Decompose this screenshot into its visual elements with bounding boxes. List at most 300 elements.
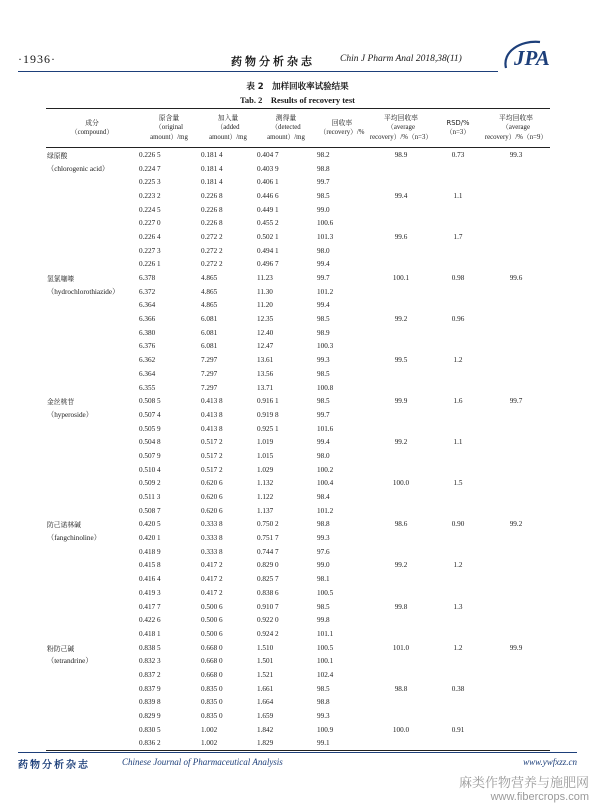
- cell-recovery: 99.4: [317, 301, 330, 310]
- cell-rsd: [434, 572, 482, 586]
- cell-compound: 金丝桃苷: [47, 398, 75, 407]
- table-row: [46, 600, 550, 614]
- cell-average-recovery-n3: [368, 203, 434, 217]
- cell-compound: [46, 490, 138, 504]
- cell-original-amount: 6.355: [139, 383, 156, 392]
- cell-added-amount: 0.500 6: [201, 602, 223, 611]
- cell-rsd: 0.96: [451, 315, 465, 324]
- cell-original-amount: 0.837 2: [139, 670, 161, 679]
- cell-average-recovery-n3: [368, 572, 434, 586]
- cell-detected-amount: 1.510: [257, 643, 274, 652]
- cell-added-amount: 0.517 2: [201, 465, 223, 474]
- cell-compound: [46, 463, 138, 477]
- cell-rsd: [434, 244, 482, 258]
- cell-original-amount: 0.509 2: [139, 479, 161, 488]
- cell-average-recovery-n3: 100.0: [392, 725, 410, 734]
- watermark-url: www.fibercrops.com: [490, 791, 589, 803]
- cell-added-amount: 0.181 4: [201, 178, 223, 187]
- cell-compound: [46, 367, 138, 381]
- cell-average-recovery-n3: 99.2: [394, 438, 408, 447]
- cell-average-recovery-n9: 99.7: [509, 397, 523, 406]
- header-detected-amount: 测得量 （detected amount）/mg: [267, 114, 305, 141]
- cell-recovery: 98.5: [317, 369, 330, 378]
- cell-rsd: [434, 463, 482, 477]
- cell-recovery: 98.0: [317, 246, 330, 255]
- cell-original-amount: 0.226 4: [139, 232, 161, 241]
- cell-average-recovery-n3: [368, 463, 434, 477]
- jpa-logo-icon: [500, 38, 572, 74]
- cell-added-amount: 0.620 6: [201, 493, 223, 502]
- cell-detected-amount: 0.825 7: [257, 575, 279, 584]
- cell-original-amount: 0.507 4: [139, 410, 161, 419]
- cell-recovery: 101.2: [317, 287, 334, 296]
- table-row: [46, 175, 550, 189]
- cell-compound: [46, 340, 138, 354]
- cell-recovery: 98.2: [317, 150, 330, 159]
- cell-added-amount: 0.413 8: [201, 397, 223, 406]
- cell-rsd: 1.7: [453, 232, 463, 241]
- cell-rsd: [434, 326, 482, 340]
- table-row: [46, 696, 550, 710]
- cell-compound: [46, 627, 138, 641]
- cell-compound: [46, 709, 138, 723]
- cell-detected-amount: 12.40: [257, 328, 274, 337]
- cell-average-recovery-n9: [482, 709, 550, 723]
- cell-compound: [46, 586, 138, 600]
- cell-rsd: 1.2: [453, 356, 463, 365]
- table-row: [46, 490, 550, 504]
- cell-detected-amount: 1.501: [257, 657, 274, 666]
- cell-average-recovery-n3: 98.9: [394, 150, 408, 159]
- cell-added-amount: 0.620 6: [201, 479, 223, 488]
- cell-detected-amount: 11.20: [257, 301, 273, 310]
- cell-detected-amount: 0.916 1: [257, 397, 279, 406]
- cell-detected-amount: 11.23: [257, 274, 273, 283]
- cell-rsd: [434, 737, 482, 751]
- cell-added-amount: 0.500 6: [201, 629, 223, 638]
- cell-detected-amount: 0.502 1: [257, 232, 279, 241]
- cell-rsd: 1.6: [453, 397, 463, 406]
- cell-average-recovery-n3: 99.2: [394, 561, 408, 570]
- cell-average-recovery-n9: [482, 312, 550, 326]
- cell-average-recovery-n3: 98.6: [394, 520, 408, 529]
- cell-compound: [46, 572, 138, 586]
- cell-average-recovery-n9: [482, 381, 550, 395]
- table-row: [46, 504, 550, 518]
- cell-compound: （chlorogenic acid）: [47, 164, 110, 173]
- cell-added-amount: 0.272 2: [201, 260, 223, 269]
- cell-rsd: 0.73: [451, 150, 465, 159]
- header-average-recovery-n3: 平均回收率 （average recovery）/%（n=3）: [369, 114, 433, 141]
- cell-rsd: [434, 654, 482, 668]
- cell-average-recovery-n9: [482, 696, 550, 710]
- cell-average-recovery-n3: [368, 408, 434, 422]
- cell-recovery: 100.2: [317, 465, 334, 474]
- footer-journal-cn: 药物分析杂志: [18, 760, 90, 771]
- cell-average-recovery-n9: [482, 737, 550, 751]
- cell-detected-amount: 0.838 6: [257, 588, 279, 597]
- cell-compound: [46, 668, 138, 682]
- cell-original-amount: 0.226 1: [139, 260, 161, 269]
- cell-compound: [46, 504, 138, 518]
- table-row: [46, 162, 550, 176]
- table-row: [46, 299, 550, 313]
- cell-average-recovery-n3: 99.9: [394, 397, 408, 406]
- cell-original-amount: 6.364: [139, 369, 156, 378]
- cell-original-amount: 6.362: [139, 356, 156, 365]
- cell-average-recovery-n3: [368, 299, 434, 313]
- watermark: [459, 772, 589, 803]
- cell-average-recovery-n3: 101.0: [392, 643, 410, 652]
- cell-recovery: 99.0: [317, 205, 330, 214]
- cell-average-recovery-n3: [368, 586, 434, 600]
- table-row: [46, 613, 550, 627]
- cell-detected-amount: 1.661: [257, 684, 274, 693]
- table-row: [46, 353, 550, 367]
- cell-average-recovery-n9: [482, 353, 550, 367]
- cell-rsd: 1.2: [453, 561, 463, 570]
- cell-detected-amount: 0.925 1: [257, 424, 279, 433]
- cell-original-amount: 0.419 3: [139, 588, 161, 597]
- cell-original-amount: 6.376: [139, 342, 156, 351]
- cell-detected-amount: 11.30: [257, 287, 273, 296]
- cell-compound: （hydrochlorothiazide）: [47, 287, 120, 296]
- cell-detected-amount: 0.910 7: [257, 602, 279, 611]
- cell-recovery: 99.7: [317, 178, 330, 187]
- cell-added-amount: 7.297: [201, 356, 218, 365]
- cell-average-recovery-n9: [482, 490, 550, 504]
- cell-detected-amount: 0.924 2: [257, 629, 279, 638]
- cell-average-recovery-n9: [482, 422, 550, 436]
- cell-average-recovery-n9: [482, 244, 550, 258]
- cell-average-recovery-n3: [368, 545, 434, 559]
- cell-average-recovery-n9: 99.3: [509, 150, 523, 159]
- table-row: [46, 737, 550, 751]
- cell-recovery: 99.3: [317, 534, 330, 543]
- cell-average-recovery-n3: [368, 244, 434, 258]
- cell-average-recovery-n9: [482, 531, 550, 545]
- table-row: [46, 572, 550, 586]
- cell-added-amount: 0.835 0: [201, 698, 223, 707]
- cell-average-recovery-n9: [482, 175, 550, 189]
- cell-compound: [46, 381, 138, 395]
- cell-added-amount: 0.417 2: [201, 588, 223, 597]
- cell-average-recovery-n3: 99.6: [394, 232, 408, 241]
- cell-average-recovery-n9: [482, 504, 550, 518]
- cell-recovery: 98.4: [317, 493, 330, 502]
- cell-detected-amount: 0.404 7: [257, 150, 279, 159]
- cell-rsd: 1.1: [453, 191, 463, 200]
- cell-compound: [46, 422, 138, 436]
- recovery-table: [46, 108, 550, 751]
- cell-average-recovery-n9: [482, 340, 550, 354]
- cell-average-recovery-n3: 99.5: [394, 356, 408, 365]
- cell-average-recovery-n3: 98.8: [394, 684, 408, 693]
- cell-original-amount: 0.839 8: [139, 698, 161, 707]
- cell-detected-amount: 1.829: [257, 739, 274, 748]
- cell-recovery: 100.5: [317, 588, 334, 597]
- cell-detected-amount: 1.664: [257, 698, 274, 707]
- journal-title: 药物分析杂志: [231, 55, 315, 68]
- cell-average-recovery-n3: [368, 449, 434, 463]
- cell-rsd: [434, 408, 482, 422]
- cell-recovery: 101.1: [317, 629, 334, 638]
- cell-detected-amount: 0.496 7: [257, 260, 279, 269]
- cell-detected-amount: 1.137: [257, 506, 274, 515]
- cell-recovery: 99.1: [317, 739, 330, 748]
- cell-original-amount: 0.829 9: [139, 712, 161, 721]
- cell-added-amount: 0.835 0: [201, 684, 223, 693]
- cell-added-amount: 0.835 0: [201, 712, 223, 721]
- cell-rsd: 1.2: [453, 643, 463, 652]
- cell-rsd: 0.98: [451, 274, 465, 283]
- cell-detected-amount: 0.406 1: [257, 178, 279, 187]
- cell-detected-amount: 0.744 7: [257, 547, 279, 556]
- cell-average-recovery-n9: [482, 367, 550, 381]
- cell-recovery: 98.8: [317, 164, 330, 173]
- header-rule: [18, 71, 498, 72]
- cell-original-amount: 0.224 7: [139, 164, 161, 173]
- cell-rsd: [434, 490, 482, 504]
- logo-text: JPA: [514, 46, 550, 70]
- cell-recovery: 100.1: [317, 657, 334, 666]
- cell-detected-amount: 13.71: [257, 383, 274, 392]
- cell-detected-amount: 0.494 1: [257, 246, 279, 255]
- header-compound: 成分 （compound）: [70, 119, 114, 136]
- cell-rsd: [434, 285, 482, 299]
- cell-original-amount: 0.415 8: [139, 561, 161, 570]
- table-row: [46, 312, 550, 326]
- cell-original-amount: 0.508 5: [139, 397, 161, 406]
- cell-average-recovery-n3: [368, 367, 434, 381]
- cell-average-recovery-n3: [368, 175, 434, 189]
- cell-average-recovery-n3: [368, 709, 434, 723]
- cell-average-recovery-n3: [368, 504, 434, 518]
- cell-average-recovery-n9: [482, 559, 550, 573]
- cell-original-amount: 0.223 2: [139, 191, 161, 200]
- cell-added-amount: 0.226 8: [201, 205, 223, 214]
- cell-recovery: 98.5: [317, 191, 330, 200]
- table-row: [46, 627, 550, 641]
- cell-original-amount: 6.378: [139, 274, 156, 283]
- cell-added-amount: 0.668 0: [201, 643, 223, 652]
- cell-compound: [46, 559, 138, 573]
- cell-detected-amount: 12.47: [257, 342, 274, 351]
- cell-rsd: [434, 216, 482, 230]
- cell-compound: [46, 449, 138, 463]
- cell-average-recovery-n9: [482, 230, 550, 244]
- cell-average-recovery-n9: [482, 162, 550, 176]
- cell-recovery: 98.8: [317, 520, 330, 529]
- cell-compound: [46, 258, 138, 272]
- header-added-amount: 加入量 （added amount）/mg: [209, 114, 247, 141]
- cell-recovery: 101.3: [317, 232, 334, 241]
- cell-compound: [46, 175, 138, 189]
- cell-average-recovery-n3: 99.4: [394, 191, 408, 200]
- cell-added-amount: 0.272 2: [201, 232, 223, 241]
- journal-citation: Chin J Pharm Anal 2018,38(11): [340, 54, 462, 64]
- cell-detected-amount: 0.446 6: [257, 191, 279, 200]
- cell-rsd: [434, 613, 482, 627]
- cell-compound: （fangchinoline）: [47, 534, 101, 543]
- table-row: [46, 435, 550, 449]
- cell-original-amount: 6.380: [139, 328, 156, 337]
- cell-original-amount: 6.372: [139, 287, 156, 296]
- table-row: [46, 285, 550, 299]
- cell-added-amount: 6.081: [201, 315, 218, 324]
- cell-original-amount: 0.511 3: [139, 493, 161, 502]
- watermark-cn: 麻类作物营养与施肥网: [458, 776, 589, 791]
- cell-added-amount: 4.865: [201, 301, 218, 310]
- cell-compound: [46, 613, 138, 627]
- cell-detected-amount: 12.35: [257, 315, 274, 324]
- cell-added-amount: 0.517 2: [201, 438, 223, 447]
- cell-detected-amount: 1.029: [257, 465, 274, 474]
- cell-average-recovery-n9: [482, 285, 550, 299]
- cell-average-recovery-n9: [482, 477, 550, 491]
- cell-detected-amount: 0.922 0: [257, 616, 279, 625]
- table-row: [46, 367, 550, 381]
- cell-original-amount: 0.224 5: [139, 205, 161, 214]
- cell-rsd: [434, 504, 482, 518]
- cell-compound: [46, 477, 138, 491]
- cell-rsd: [434, 668, 482, 682]
- cell-recovery: 98.5: [317, 684, 330, 693]
- cell-average-recovery-n9: 99.2: [509, 520, 523, 529]
- table-caption-cn: 表 2 加样回收率试验结果: [246, 82, 349, 92]
- cell-rsd: [434, 545, 482, 559]
- table-caption-en: Tab. 2 Results of recovery test: [240, 95, 355, 105]
- cell-average-recovery-n3: [368, 627, 434, 641]
- cell-recovery: 100.9: [317, 725, 334, 734]
- cell-average-recovery-n9: [482, 299, 550, 313]
- cell-added-amount: 0.333 8: [201, 534, 223, 543]
- cell-added-amount: 0.272 2: [201, 246, 223, 255]
- table-row: [46, 723, 550, 737]
- cell-recovery: 101.6: [317, 424, 334, 433]
- cell-original-amount: 0.504 8: [139, 438, 161, 447]
- page-number: ·1936·: [18, 52, 56, 66]
- table-row: [46, 463, 550, 477]
- cell-rsd: 1.5: [453, 479, 463, 488]
- cell-original-amount: 0.837 9: [139, 684, 161, 693]
- cell-compound: [46, 737, 138, 751]
- cell-average-recovery-n9: [482, 435, 550, 449]
- cell-original-amount: 0.832 3: [139, 657, 161, 666]
- cell-added-amount: 6.081: [201, 342, 218, 351]
- footer-journal-en: Chinese Journal of Pharmaceutical Analysis: [122, 757, 283, 767]
- table-row: [46, 545, 550, 559]
- cell-detected-amount: 0.449 1: [257, 205, 279, 214]
- cell-recovery: 100.3: [317, 342, 334, 351]
- cell-recovery: 99.3: [317, 356, 330, 365]
- cell-detected-amount: 1.015: [257, 451, 274, 460]
- cell-recovery: 98.5: [317, 315, 330, 324]
- cell-added-amount: 1.002: [201, 725, 218, 734]
- cell-original-amount: 0.226 5: [139, 150, 161, 159]
- cell-detected-amount: 13.61: [257, 356, 274, 365]
- cell-average-recovery-n3: [368, 696, 434, 710]
- cell-average-recovery-n9: [482, 545, 550, 559]
- cell-original-amount: 0.505 9: [139, 424, 161, 433]
- cell-average-recovery-n3: [368, 216, 434, 230]
- cell-original-amount: 0.418 1: [139, 629, 161, 638]
- page-footer: [18, 752, 577, 771]
- table-row: [46, 244, 550, 258]
- cell-compound: [46, 230, 138, 244]
- cell-compound: [46, 203, 138, 217]
- cell-recovery: 99.7: [317, 410, 330, 419]
- cell-average-recovery-n9: [482, 326, 550, 340]
- table-row: [46, 216, 550, 230]
- cell-average-recovery-n9: [482, 572, 550, 586]
- cell-rsd: 0.91: [451, 725, 465, 734]
- table-row: [46, 408, 550, 422]
- cell-average-recovery-n9: [482, 258, 550, 272]
- cell-detected-amount: 1.842: [257, 725, 274, 734]
- cell-average-recovery-n3: [368, 531, 434, 545]
- cell-added-amount: 0.413 8: [201, 410, 223, 419]
- cell-average-recovery-n9: [482, 654, 550, 668]
- cell-detected-amount: 1.659: [257, 712, 274, 721]
- table-row: [46, 189, 550, 203]
- table-row: [46, 531, 550, 545]
- cell-recovery: 97.6: [317, 547, 330, 556]
- cell-average-recovery-n3: 100.1: [392, 274, 410, 283]
- table-row: [46, 394, 550, 408]
- cell-compound: [46, 216, 138, 230]
- cell-original-amount: 0.838 5: [139, 643, 161, 652]
- cell-compound: [46, 189, 138, 203]
- cell-average-recovery-n3: [368, 422, 434, 436]
- cell-original-amount: 0.508 7: [139, 506, 161, 515]
- cell-compound: [46, 244, 138, 258]
- cell-added-amount: 6.081: [201, 328, 218, 337]
- table-row: [46, 654, 550, 668]
- cell-added-amount: 0.517 2: [201, 451, 223, 460]
- cell-average-recovery-n9: [482, 668, 550, 682]
- cell-original-amount: 0.225 3: [139, 178, 161, 187]
- cell-added-amount: 7.297: [201, 383, 218, 392]
- table-row: [46, 559, 550, 573]
- cell-average-recovery-n3: [368, 668, 434, 682]
- cell-added-amount: 0.333 8: [201, 520, 223, 529]
- cell-compound: [46, 723, 138, 737]
- table-row: [46, 586, 550, 600]
- cell-recovery: 98.9: [317, 328, 330, 337]
- cell-added-amount: 0.226 8: [201, 219, 223, 228]
- cell-recovery: 98.5: [317, 397, 330, 406]
- cell-rsd: [434, 203, 482, 217]
- cell-average-recovery-n9: [482, 408, 550, 422]
- cell-compound: [46, 600, 138, 614]
- cell-compound: [46, 696, 138, 710]
- cell-average-recovery-n9: [482, 449, 550, 463]
- cell-rsd: 1.3: [453, 602, 463, 611]
- cell-average-recovery-n3: [368, 381, 434, 395]
- cell-average-recovery-n3: [368, 326, 434, 340]
- table-row: [46, 682, 550, 696]
- table-body: [46, 148, 550, 751]
- cell-recovery: 101.2: [317, 506, 334, 515]
- cell-average-recovery-n3: [368, 737, 434, 751]
- cell-average-recovery-n3: 100.0: [392, 479, 410, 488]
- cell-compound: （hyperoside）: [47, 410, 93, 419]
- cell-rsd: [434, 381, 482, 395]
- cell-average-recovery-n3: [368, 654, 434, 668]
- cell-average-recovery-n9: [482, 723, 550, 737]
- cell-original-amount: 6.364: [139, 301, 156, 310]
